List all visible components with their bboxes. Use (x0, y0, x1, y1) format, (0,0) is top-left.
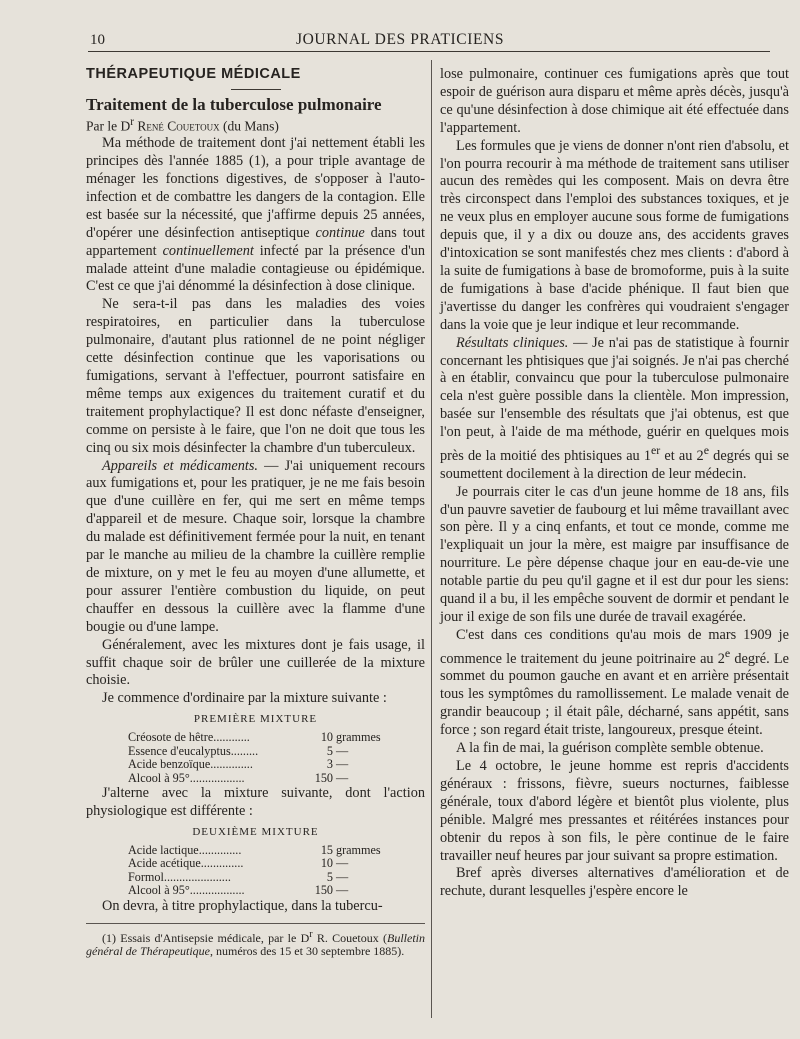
page-header (0, 0, 800, 52)
text-span: et au 2 (660, 447, 704, 464)
text-span: degrés qui se soumettent docilement à la direction de leur médecin. (440, 447, 790, 482)
paragraph: Je commence d'ordinaire par la mixture suivante : (102, 690, 387, 707)
ingredient: Acide acétique.............. (128, 856, 244, 871)
unit: — (336, 743, 349, 758)
unit: — (336, 757, 349, 772)
paragraph: Les formules que je viens de donner n'ont rien d'absolu, et l'on pourra recourir à ma méthode de traitement sans utiliser aucun des remèdes qui les composent. Mais on devra être très circonspect dans l'emploi des substances toxiques, et je ne veux plus en employer aucune sous forme de fumigations depuis que, il y a dix ou douze ans, des accidents graves d'intoxication se sont manifestés chez mes clients : d'abord à la suite de fumigations à base de bromoforme, puis à la suite de fumigations à base d'acide phénique. Il faut bien que j'avertisse du danger les confrères qui voudraient s'engager dans la voie que je leur indique et leur recommande. (440, 137, 789, 333)
formula-row (128, 884, 401, 898)
text-span: — J'ai uniquement recours aux fumigations et, pour les pratiquer, je ne me fais besoin que d'une cuillère en fer, qui me sert en même temps d'appareil et de mesure. Chaque soir, lorsque la chambre du malade est définitivement fermée pour la nuit, en tenant par le manche au milieu de la chambre la cuillère remplie de mixture, on y met le feu au moyen d'une allumette, et pour assurer l'entière combustion du liquide, on peut chauffer en dessous la cuillère avec la flamme d'une bougie ou d'une lampe. (86, 457, 426, 635)
byline-suffix: (du Mans) (219, 118, 279, 134)
article-title: Traitement de la tuberculose pulmonaire (86, 94, 382, 114)
ingredient: Acide benzoïque.............. (128, 757, 253, 772)
formula-row (128, 871, 401, 885)
paragraph: J'alterne avec la mixture suivante, dont l'action physiologique est différente : (86, 785, 425, 820)
right-column (440, 66, 789, 901)
text-span: degré. Le sommet du poumon gauche en avant et en arrière présentait tous les symptômes du ramollissement. Le malade venait de grandir beaucoup ; il était pâle, décharné, sans appétit, sans force ; son regard était triste, langoureux, presque éteint. (440, 650, 789, 739)
title-rule (231, 89, 281, 90)
formula-title: DEUXIÈME MIXTURE (192, 825, 319, 838)
emphasis: Bulletin général de Thérapeutique (86, 930, 425, 959)
unit: grammes (336, 842, 381, 857)
superscript: r (309, 928, 313, 940)
unit: grammes (336, 730, 381, 745)
paragraph (440, 335, 789, 484)
superscript: e (703, 443, 710, 458)
byline (86, 114, 425, 135)
formula-table (128, 844, 401, 898)
paragraph: Je pourrais citer le cas d'un jeune homme de 18 ans, fils d'un pauvre savetier de faubourg et lui même travaillant avec son père. Il y a cinq enfants, et tout ce monde, comme me l'expliquait un jour la mère, est maigre par insuffisance de nourriture. Le père dépense chaque jour en eau-de-vie une notable partie du peu qu'il gagne et il est dur pour les siens: quand il a bu, il les empêche souvent de dormir et pendant le jour il exige de son fils une durée de travail exagérée. (440, 483, 789, 625)
left-column (86, 66, 425, 959)
formula-row (128, 758, 401, 772)
quantity: 150 (314, 770, 333, 785)
quantity: 5 (326, 869, 333, 884)
formula-row (128, 745, 401, 759)
page-number: 10 (90, 32, 105, 48)
emphasis: continue (315, 224, 365, 241)
byline-sup: r (130, 115, 134, 128)
subheading-italic: Résultats cliniques. (456, 334, 569, 351)
text-span: , numéros des 15 et 30 septembre 1885). (209, 944, 405, 959)
unit: — (336, 883, 349, 898)
formula-row (128, 731, 401, 745)
quantity: 10 (320, 730, 333, 745)
quantity: 5 (326, 743, 333, 758)
quantity: 10 (320, 856, 333, 871)
superscript: er (651, 443, 661, 458)
footnote (86, 928, 425, 959)
paragraph: Le 4 octobre, le jeune homme est repris d'accidents généraux : frissons, fièvre, sueurs nocturnes, faiblesse générale, toux d'abord légère et bientôt plus violente, plus pénible. Malgré mes pressantes et réitérées instances pour obtenir du repos à son fils, le père continue de le faire travailler neuf heures par jour suivant sa propre estimation. (440, 757, 789, 864)
text-span: dans tout appartement (86, 224, 425, 259)
section-title: THÉRAPEUTIQUE MÉDICALE (86, 66, 301, 82)
paragraph: A la fin de mai, la guérison complète semble obtenue. (456, 740, 764, 757)
subheading-italic: Appareils et médicaments. (102, 457, 258, 474)
byline-author: René Couetoux (137, 118, 220, 134)
superscript: e (724, 645, 731, 660)
ingredient: Acide lactique.............. (128, 842, 242, 857)
formula-row (128, 844, 401, 858)
paragraph (86, 135, 425, 296)
ingredient: Alcool à 95°.................. (128, 770, 245, 785)
text-span: C'est dans ces conditions qu'au mois de mars 1909 je commence le traitement du jeune poitrinaire au 2 (440, 626, 789, 667)
paragraph (86, 458, 425, 637)
formula-row (128, 857, 401, 871)
footnote-rule (86, 923, 425, 924)
ingredient: Essence d'eucalyptus......... (128, 743, 259, 758)
paragraph: Généralement, avec les mixtures dont je fais usage, il suffit chaque soir de brûler une cuillerée de la mixture choisie. (86, 636, 425, 689)
formula-table (128, 731, 401, 785)
text-span: infecté par la présence d'un malade atteint d'une maladie contagieuse ou épidémique. C'est ce que j'ai dénommé la désinfection à dose clinique. (86, 242, 425, 295)
unit: — (336, 770, 349, 785)
emphasis: continuellement (162, 242, 254, 259)
column-divider (431, 60, 432, 1018)
formula-row (128, 772, 401, 786)
paragraph: Bref après diverses alternatives d'amélioration et de rechute, durant lesquelles j'espère encore le (440, 865, 789, 900)
text-span: Ma méthode de traitement dont j'ai nettement établi les principes dès l'année 1885 (1), a pour triple avantage de ménager les fonctions digestives, de s'opposer à l'auto-infection et de combattre les dangers de la contagion. Elle est basée sur la nécessité, que j'affirme depuis 25 années, d'opérer une désinfection antiseptique (86, 135, 425, 241)
paragraph (440, 627, 789, 740)
paragraph: Ne sera-t-il pas dans les maladies des voies respiratoires, en particulier dans la tuberculose pulmonaire, d'autant plus rationnel de ne point négliger cette désinfection continue que les vaporisations ou fumigations, servant à l'effectuer, pourront satisfaire en même temps aux exigences du traitement curatif et du traitement prophylactique? Il est donc néfaste d'enseigner, comme on persiste à le faire, que l'on ne doit que tous les cinq ou six mois désinfecter la chambre d'un tuberculeux. (86, 296, 425, 456)
text-span: — Je n'ai pas de statistique à fournir concernant les phtisiques que j'ai soignés. Je n'ai pas cherché à en établir, convaincu que pour la tuberculose pulmonaire cela n'est guère possible dans la clientèle. Mon impression, basée sur l'ensemble des résultats que j'ai obtenus, est que l'on peut, à l'aide de ma méthode, guérir en quelques mois près de la moitié des phtisiques au 1 (440, 334, 789, 464)
ingredient: Créosote de hêtre............ (128, 730, 250, 745)
unit: — (336, 869, 349, 884)
quantity: 150 (314, 883, 333, 898)
ingredient: Alcool à 95°.................. (128, 883, 245, 898)
quantity: 3 (326, 757, 333, 772)
paragraph: On devra, à titre prophylactique, dans la tubercu- (102, 897, 383, 914)
journal-title: JOURNAL DES PRATICIENS (295, 31, 505, 48)
formula-title: PREMIÈRE MIXTURE (193, 713, 318, 726)
ingredient: Formol...................... (128, 869, 231, 884)
byline-prefix: Par le D (86, 118, 131, 134)
unit: — (336, 856, 349, 871)
quantity: 15 (320, 842, 333, 857)
paragraph: lose pulmonaire, continuer ces fumigations après que tout espoir de guérison aura disparu et même après décès, jusqu'à ce qu'une désinfection à dose chimique ait été effectuée dans l'appartement. (440, 66, 789, 136)
header-rule (88, 51, 770, 52)
text-span: R. Couetoux ( (312, 930, 387, 945)
text-span: (1) Essais d'Antisepsie médicale, par le D (102, 930, 310, 945)
